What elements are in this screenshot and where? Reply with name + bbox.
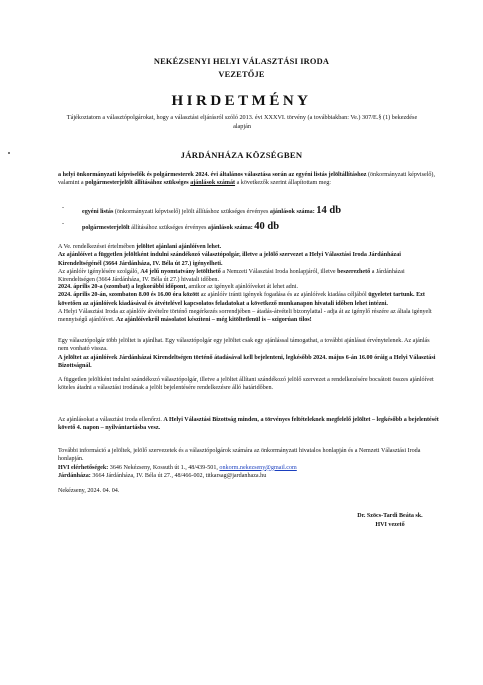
para3-bold-3: ügyeletet tartunk. Ezt követően az ajánlóívek kiadásával és átvételével kapcsolatos feladatokat a következő munkanapon hivatali időben lehet intézni.: [58, 292, 425, 307]
bullet-marker: -: [62, 221, 65, 227]
intro-text: Tájékoztatom a választópolgárokat, hogy a választási eljárásról szóló 2013. évi XXXVI. törvény (a továbbiakban: Ve.) 307/E.§ (1) bekezdése alapján: [66, 114, 418, 130]
para1-bold-2: polgármesterjelölt állításához szükséges: [85, 180, 189, 187]
para2-bold-3: A4 jelű nyomtatvány letölthető: [140, 268, 221, 275]
para1-underline: ajánlások számát: [190, 180, 236, 187]
village-heading: JÁRDÁNHÁZA KÖZSÉGBEN: [180, 150, 303, 160]
para1-bold-1: a helyi önkormányzati képviselők és polgármesterek 2024. évi általános választása során az egyéni listás jelöltállításhoz: [58, 172, 367, 178]
para2-text-3: a Nemzeti Választási Iroda honlapjáról, illetve: [220, 268, 338, 275]
bullet-marker: -: [62, 205, 65, 211]
office-name: NEKÉZSENYI HELYI VÁLASZTÁSI IRODA: [153, 57, 330, 66]
signature-role: HVI vezető: [375, 522, 405, 528]
paragraph-recommendation-sheet: [58, 243, 440, 284]
contacts-hvi-address: 3646 Nekézseny, Kossuth út 1., 48/439-501,: [108, 464, 220, 471]
email-link[interactable]: onkorm.nekezseny@gmail.com: [219, 464, 297, 471]
bullet-label: egyéni listás: [82, 209, 114, 215]
document-date: Nekézseny, 2024. 04. 04.: [58, 488, 120, 494]
office-role: VEZETŐJE: [218, 70, 265, 79]
document-title: HIRDETMÉNY: [171, 93, 312, 109]
para2-text-4: a Járdánházai Kirendeltségen (3664 Járdánháza, IV. Béla út 27.) hivatali időben.: [58, 268, 405, 284]
bullet-text: állításához szükséges érvényes: [129, 225, 208, 231]
paragraph-handover: A független jelöltként indulni szándékozó választópolgár, illetve a jelöltet állítani szándékozó jelölő szervezet a rendelkezésére bocsátott összes ajánlóívet köteles átadni a választási irodának a jelölt bejelentésére rendelkezésre álló határidőben.: [58, 377, 434, 392]
para2-bold-1: jelöltet ajánlani ajánlóíven lehet.: [136, 244, 222, 250]
para3-text-3: A Helyi Választási Iroda az ajánlóív átvételre történő megérkezés sorrendjében – átadás-átvételi bizonylattal - adja át az igénylő részére az általa igényelt mennyiségű ajánlóívet.: [58, 308, 432, 324]
para3-bold-1: 2024. április 20-a (szombat) a legkorábbi időpont,: [58, 284, 187, 290]
para3-bold-2: 2024. április 20-án, szombaton 8.00 és 16.00 óra között: [58, 292, 200, 299]
para1-text-2: a következők szerint állapítottam meg:: [235, 180, 331, 187]
para3-bold-4: Az ajánlóívekről másolatot készíteni – még kitöltetlenül is – szigorúan tilos!: [116, 317, 312, 324]
paragraph-recommendations: [58, 171, 440, 188]
paragraph-dates: [58, 283, 440, 324]
para2-bold-4: beszerezhető: [337, 268, 371, 275]
contacts-jardanhaza-address: 3664 Járdánháza, IV. Béla út 27., 48/466-002, titkarsag@jardanhaza.hu: [90, 472, 267, 479]
bullet-bold-text: ajánlások száma:: [207, 225, 253, 231]
paragraph-contacts: [58, 447, 440, 480]
para2-text-2: Az ajánlóív igénylésére szolgáló,: [58, 268, 141, 275]
bullet-count: 14 db: [316, 205, 342, 216]
para4-bold-1: A jelöltet az ajánlóívek Járdánházai Kirendeltségen történő átadásával kell bejelenteni, legkésőbb 2024. május 6-án 16.00 óráig a Helyi Választási Bizottságnál.: [58, 354, 436, 369]
signature-block: [330, 512, 450, 530]
contacts-label-hvi: HVI elérhetőségek:: [58, 464, 109, 471]
para2-bold-2: Az ajánlóívet a független jelöltként indulni szándékozó választópolgár, illetve a jelölő szervezet a Helyi Választási Iroda Járdánházai Kirendeltségénél (3664 Járdánháza, IV. Béla út 27.) igényelheti.: [58, 252, 401, 267]
bullet-bold-text: ajánlások száma:: [269, 209, 315, 215]
contacts-label-jardanhaza: Járdánháza:: [58, 472, 91, 479]
para4-text-1: Egy választópolgár több jelöltet is ajánlhat. Egy választópolgár egy jelöltet csak egy ajánlással támogathat, a további ajánlásai érvénytelenek. Az ajánlás nem vonható vissza.: [58, 338, 430, 353]
para3-text-1: amikor az igényelt ajánlóíveket át lehet adni.: [187, 284, 298, 290]
bullet-count: 40 db: [254, 221, 280, 232]
bullet-label: polgármesterjelölt: [82, 225, 130, 231]
para6-text-1: Az ajánlásokat a választási iroda ellenőrzi.: [58, 417, 164, 423]
para6-bold-1: A Helyi Választási Bizottság minden, a törvényes feltételeknek megfelelő jelöltet – legkésőbb a bejelentését követő 4. napon – nyilvántartásba vesz.: [58, 417, 439, 432]
para2-text-1: A Ve. rendelkezései értelmében: [58, 244, 137, 250]
bullet-text: (önkormányzati képviselő) jelölt állításhoz szükséges érvényes: [113, 209, 270, 215]
signature-name: Dr. Szöcs-Tardi Beáta sk.: [357, 513, 423, 519]
para7-text-1: További információ a jelöltek, jelölő szervezetek és a választópolgárok számára az önkormányzati hivatalos honlapján és a Nemzeti Választási Iroda honlapján.: [58, 448, 421, 463]
para1-text-1: (önkormányzati képviselő), valamint a: [58, 172, 435, 187]
para3-text-2: az ajánlóív iránti igények fogadása és az ajánlóívek kiadása céljából: [199, 292, 369, 299]
paragraph-recommendation-rules: [58, 337, 440, 370]
paragraph-verification: [58, 416, 440, 433]
